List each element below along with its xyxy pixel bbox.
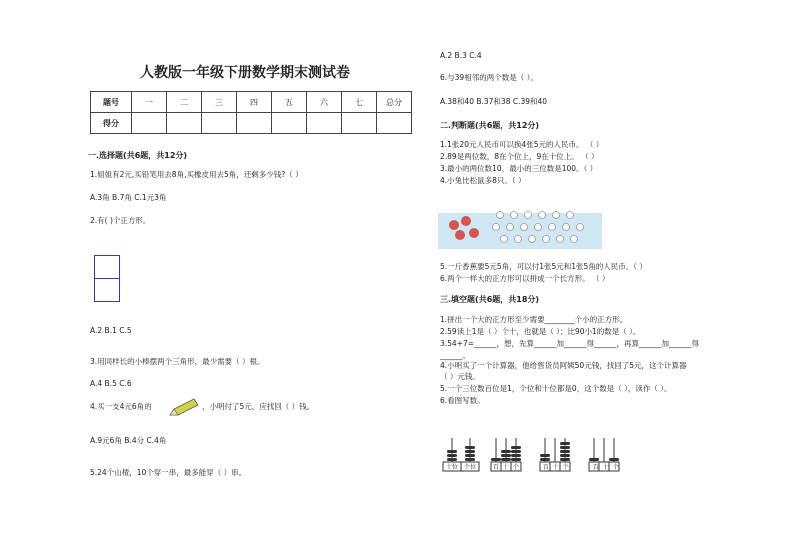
abacus-label: 个 xyxy=(512,464,519,471)
abacus-label: 个 xyxy=(562,464,569,471)
section-heading: 三.填空题(共6题，共18分) xyxy=(440,295,540,304)
table-cell: 三 xyxy=(202,92,237,113)
section-heading: 二.判断题(共6题，共12分) xyxy=(440,121,540,130)
options-text: A.4 B.5 C.6 xyxy=(90,379,132,388)
table-cell: 一 xyxy=(132,92,167,113)
table-cell: 二 xyxy=(167,92,202,113)
options-text: A.2 B.1 C.5 xyxy=(90,326,132,335)
table-cell[interactable] xyxy=(132,113,167,134)
table-cell: 七 xyxy=(342,92,377,113)
abacus-label: 百 xyxy=(592,464,599,471)
question-text: 2.59读上1是（ ）个十，也就是（ ）；比90小1的数是（ ）。 xyxy=(440,327,641,336)
abacus-label: 百 xyxy=(542,464,549,471)
table-cell: 总分 xyxy=(377,92,412,113)
page-title: 人教版一年级下册数学期末测试卷 xyxy=(140,65,350,81)
question-text: 6.与39相邻的两个数是（ ）。 xyxy=(440,73,538,82)
question-text: 3.54+7=______，想，先算______加______得______，再算______加______得 xyxy=(440,339,700,348)
square-figure xyxy=(94,255,120,279)
question-text: 3.用同样长的小棒摆两个三角形，最少需要（ ）根。 xyxy=(90,357,265,366)
pencil-icon xyxy=(168,397,200,417)
table-cell: 五 xyxy=(272,92,307,113)
table-cell[interactable] xyxy=(307,113,342,134)
question-text: 2.有( )个正方形。 xyxy=(90,216,151,225)
question-text: 5.一个三位数百位是1，个位和十位都是0，这个数是（ ），读作（ ）。 xyxy=(440,384,672,393)
question-text: 2.89是两位数，8在个位上，9在十位上。 （ ） xyxy=(440,152,599,161)
table-row xyxy=(91,92,412,113)
table-cell: 题号 xyxy=(91,92,132,113)
question-text: 5.24个山楂，10个穿一串，最多能穿（ ）串。 xyxy=(90,468,247,477)
question-text: 1.姐姐有2元,买铅笔用去8角,买橡皮用去5角，还剩多少钱?（ ） xyxy=(90,170,303,179)
abacus-label: 十 xyxy=(502,464,509,471)
table-cell[interactable] xyxy=(167,113,202,134)
abacus-label: 十 xyxy=(552,464,559,471)
question-text: 6.两个一样大的正方形可以拼成一个长方形。 （ ） xyxy=(440,274,610,283)
table-cell[interactable] xyxy=(342,113,377,134)
options-text: A.38和40 B.37和38 C.39和40 xyxy=(440,97,548,106)
question-text: （ ）元钱。 xyxy=(440,372,480,381)
table-cell[interactable] xyxy=(377,113,412,134)
abacus-label-row xyxy=(443,462,621,471)
square-figure xyxy=(94,278,120,302)
rabbits-squirrels-image xyxy=(438,203,602,249)
question-text: 1.1张20元人民币可以换4张5元的人民币。 （ ） xyxy=(440,140,604,149)
table-cell[interactable] xyxy=(202,113,237,134)
options-text: A.3角 B.7角 C.1元3角 xyxy=(90,193,167,202)
table-cell: 六 xyxy=(307,92,342,113)
score-table xyxy=(90,91,412,134)
question-text: 4.小兔比松鼠多8只。（ ） xyxy=(440,176,526,185)
question-text: ，小明付了5元，应找回（ ）钱。 xyxy=(202,402,315,411)
options-text: A.2 B.3 C.4 xyxy=(440,51,482,60)
question-text: 3.最小的两位数10，最小的三位数是100。（ ） xyxy=(440,164,598,173)
table-row xyxy=(91,113,412,134)
table-cell[interactable] xyxy=(237,113,272,134)
options-text: A.9元6角 B.4分 C.4角 xyxy=(90,436,167,445)
question-text: 1.拼出一个大的正方形至少需要________个小的正方形。 xyxy=(440,315,628,324)
table-cell[interactable] xyxy=(272,113,307,134)
question-text: 4.买一支4元6角的 xyxy=(90,402,152,411)
table-cell: 四 xyxy=(237,92,272,113)
abacus-label: 个位 xyxy=(463,464,476,471)
question-text: ______。 xyxy=(440,351,470,360)
question-text: 4.小明买了一个计算器，他给售货员阿姨50元钱，找回了5元，这个计算器 xyxy=(440,361,687,370)
table-cell: 得分 xyxy=(91,113,132,134)
question-text: 5.一斤香蕉要5元5角，可以付1张5元和1张5角的人民币。（ ） xyxy=(440,262,647,271)
question-text: 6.看图写数。 xyxy=(440,396,485,405)
abacus-label: 十位 xyxy=(445,464,458,471)
abacus-label: 个 xyxy=(612,464,619,471)
section-heading: 一.选择题(共6题，共12分) xyxy=(88,151,188,160)
abacus-label: 百 xyxy=(492,464,499,471)
abacus-label: 十 xyxy=(602,464,609,471)
